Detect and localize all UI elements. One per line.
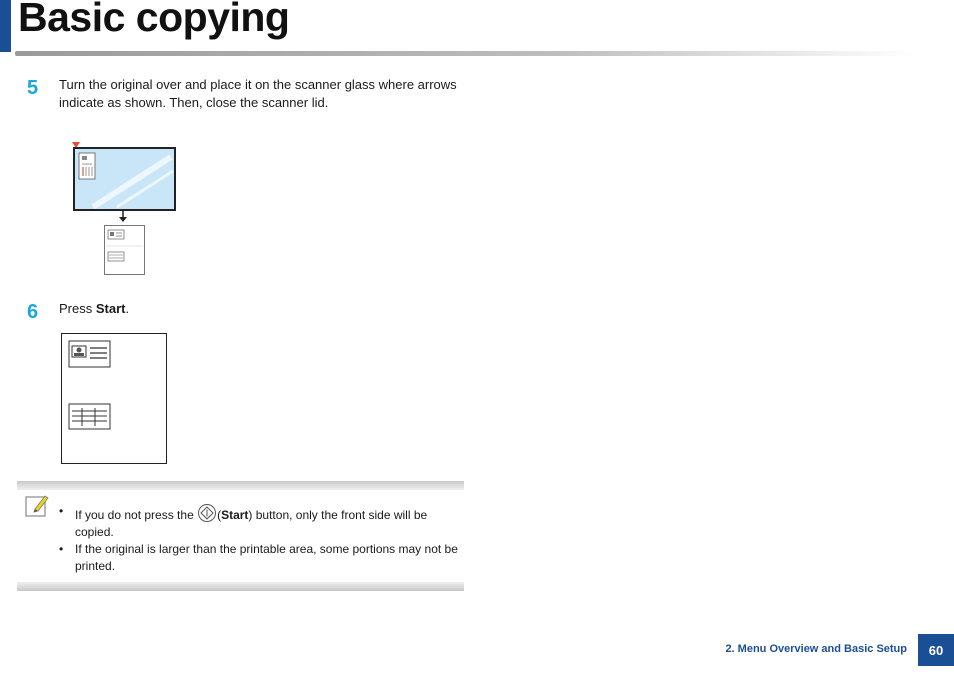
note-item-2-line2: printed.	[75, 559, 116, 573]
note-item-2	[59, 541, 463, 575]
down-arrow-icon	[117, 211, 129, 223]
output-page-illustration	[61, 333, 167, 464]
note-item-1-before: If you do not press the	[75, 508, 198, 522]
step-6-text-suffix: .	[125, 301, 130, 316]
copied-paper-illustration	[104, 225, 145, 275]
step-5-text-line1: Turn the original over and place it on the scanner glass where arrows	[59, 77, 457, 92]
page-number-badge: 60	[918, 634, 954, 666]
step-5-text	[59, 76, 457, 112]
note-item-1-start: Start	[221, 508, 249, 522]
note-bottom-border	[17, 582, 464, 591]
title-divider	[15, 51, 915, 56]
title-accent-bar	[0, 0, 11, 52]
printed-page-icon	[62, 334, 166, 463]
scanner-glass-illustration	[73, 147, 176, 211]
note-item-1	[59, 503, 463, 541]
scanner-glass-reflection-icon	[75, 149, 174, 209]
note-item-1-after: ) button, only the front side will be	[248, 508, 428, 522]
start-button-icon	[197, 503, 217, 523]
page-title: Basic copying	[18, 0, 290, 40]
step-5-number: 5	[27, 77, 39, 99]
note-bullet: •	[59, 504, 64, 518]
step-6-text-prefix: Press	[59, 301, 96, 316]
step-5-text-line2: indicate as shown. Then, close the scanner lid.	[59, 95, 329, 110]
note-bullet: •	[59, 542, 64, 556]
note-box	[17, 481, 464, 591]
step-6-start-label: Start	[95, 301, 126, 316]
note-item-2-line1: If the original is larger than the printable area, some portions may not be	[75, 542, 458, 556]
step-6-number: 6	[27, 301, 39, 323]
step-6-text	[59, 300, 129, 318]
note-top-border	[17, 481, 464, 490]
note-item-1-line2: copied.	[75, 525, 114, 539]
note-item-1-paren: (	[217, 508, 222, 522]
note-pencil-icon	[25, 493, 49, 517]
footer-section-title: 2. Menu Overview and Basic Setup	[725, 643, 907, 655]
document-icon	[105, 226, 144, 274]
